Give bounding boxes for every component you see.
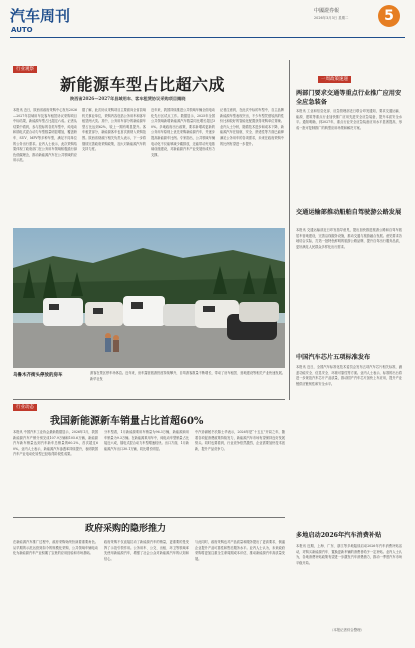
page-number: 5 [378,5,400,27]
sidebar-headline-2: 交通运输部推动船舶自驾驶游公路发展 [296,209,402,216]
sidebar-body-3: 本报讯 近日，全国汽车标准化技术委员会发布五项汽车芯片相关标准，涵盖功能安全、信息安全、环境可靠性等方面。业内人士表示，标准的出台将进一步规范汽车芯片产品质量，推动国产汽车芯片加快上车应用，提升产业链供应链韧性和安全水平。 [296,365,402,386]
third-headline: 政府采购的隐形推力 [85,524,167,534]
masthead-rule [10,37,405,38]
sidebar-headline-3: 中国汽车芯片五项标准发布 [296,354,371,361]
date-line: 2026年3月3日 星期二 [314,16,349,20]
photo-caption-title: 乌鲁木齐街头停放的房车 [13,373,63,378]
photo-caption: 游客在景区停车场休息。近年来，房车露营旅游热度持续攀升，自驾游客数量不断增长，带动了房车租赁、营地建设等相关产业快速发展。新华社发 [90,371,285,381]
paper-name: 中國證券報 [314,8,340,14]
second-section-tag: 行业动态 [13,404,37,411]
main-col-1: 本报讯 近日，陕西省政府采购中心发布2026—2027年县域用车及客车租赁协议采购项目中标结果，新能源车型占比超过六成。记者从结果中看到，参与投标的各类车型中，纯电动和插电式混合动力车型数量明显增加，覆盖轿车、SUV、MPV等多种车型，满足不同单位的公务出行需求。业内人士表示，此次采购结果体现了政府部门在公务用车领域积极践行绿色低碳理念，推动新能源汽车在公共领域的应用示范。 [13,108,77,163]
second-headline: 我国新能源新车销量占比首超60% [50,416,204,427]
main-subheadline: 陕西省2026—2027年县域用车、客车租赁协议采购项目揭晓 [70,96,186,101]
second-story-rule [13,399,285,400]
main-col-3: 近年来，我国持续推进公共领域车辆全面电动化先行区试点工作。数据显示，2025年全国公共领域新增新能源汽车数量同比增长超过30%。多地政府出台政策，要求新增或更新的公务用车原则上优先采购新能源汽车，并逐步提高新能源车比例。专家指出，公共领域车辆电动化不仅能够减少碳排放，还能带动充电基础设施建设，对新能源汽车产业发展形成有力支撑。 [151,108,215,157]
second-col-3: 中汽协副秘书长陈士华表示，2026年是“十五五”开局之年，随着各项促消费政策持续发力，新能源汽车市场有望保持良好发展势头。同时也要看到，行业竞争依然激烈，企业需要加快技术创新，提升产品竞争力。 [195,430,285,451]
sidebar-footer-note: （本报记者综合整理） [330,628,364,632]
sidebar-headline-1: 两部门要求交通等重点行业推广应用安全应急装备 [296,90,402,106]
main-col-4: 记者注意到，在此次中标的车型中，自主品牌新能源车型表现突出，不少车型凭借较高的性价比和较好的智能化配置获得采购单位青睐。业内人士分析，随着技术进步和成本下降，新能源汽车在续航、安全、舒适性等方面已能够满足公务用车的各项需求，未来在政府采购中的比例有望进一步提升。 [220,108,284,146]
sidebar-headline-4: 多地启动2026年汽车消费补贴 [296,532,382,539]
third-story-rule [13,517,285,518]
section-subtitle: AUTO [11,26,33,34]
sidebar-body-2: 本报讯 交通运输部近日印发指导意见，提出加快推进旅游公路和自驾车旅居车营地建设，完善沿线服务设施，推动交通与旅游融合发展。意见要求各地结合实际，打造一批特色鲜明的旅游公路品牌，提升自驾出行服务品质，更好满足人民群众多样化出行需求。 [296,228,402,249]
third-col-3: 与此同时，政府采购也对产品质量和服务提出了更高要求，倒逼企业提升产品可靠性和售后服务水平。业内人士认为，未来政府采购将更加注重全生命周期成本评估，推动新能源汽车高质量发展。 [195,540,285,561]
third-col-2: 政府采购不仅直接拉动了新能源汽车的销量，更重要的是发挥了示范引领作用。公务用车、公交、出租、环卫等领域率先使用新能源汽车，增强了社会公众对新能源汽车的认知和信心。 [104,540,189,561]
third-col-1: 在新能源汽车推广过程中，政府采购始终扮演着重要角色。从早期的示范运营到如今的规模化采购，公共领域车辆电动化为新能源汽车产业积累了宝贵的应用经验和市场基础。 [13,540,98,556]
second-col-2: 分车型看，1月新能源乘用车销量为96.3万辆，新能源商用车销量为9.3万辆。在新能源乘用车中，纯电动车型销量占比接近六成，插电式混合动力车型增速较快。出口方面，1月新能源汽车出口30.1万辆，同比增长明显。 [104,430,189,451]
sidebar-body-4: 本报讯 近期，上海、广东、浙江等多地陆续启动2026年汽车消费补贴活动，对购买新能源汽车、置换更新车辆的消费者给予一定补贴。业内人士认为，各地消费补贴政策有望进一步激发汽车消费潜力，推动一季度汽车市场平稳开局。 [296,544,402,565]
sidebar-body-1: 本报讯 工业和信息化部、应急管理部近日联合印发通知，要求交通运输、能源、建筑等重点行业加快推广应用先进安全应急装备，提升本质安全水平。通知明确，到2027年，重点行业安全应急装备应用水平显著提高，形成一批可复制推广的典型应用场景和解决方案。 [296,109,402,130]
main-section-tag: 行业观察 [13,66,37,73]
rv-camping-photo [13,228,285,368]
second-col-1: 本报讯 中国汽车工业协会最新数据显示，2026年1月，我国新能源汽车产销分别完成107.9万辆和105.6万辆，新能源汽车新车销量达到汽车新车总销量的60.2%，首次超过60%。业内人士表示，新能源汽车渗透率持续提升，表明我国汽车产业电动化转型已经取得阶段性成果。 [13,430,98,457]
sidebar-divider [289,60,290,400]
main-col-2: 据了解，此次协议采购项目主要面向全省县域机关事业单位，采购内容包括公务用车和客车租赁两大类。其中，公务用车部分的新能源车型占比达到62%，较上一期有明显提升。客车租赁部分，新能源客车也首次被纳入采购范围。陕西省财政厅相关负责人表示，下一步将继续完善政府采购政策，加大对新能源汽车的支持力度。 [82,108,146,152]
sidebar-section-tag: 一周政策速递 [318,76,351,83]
main-headline: 新能源车型占比超六成 [60,75,226,94]
section-title: 汽车周刊 [10,7,71,25]
